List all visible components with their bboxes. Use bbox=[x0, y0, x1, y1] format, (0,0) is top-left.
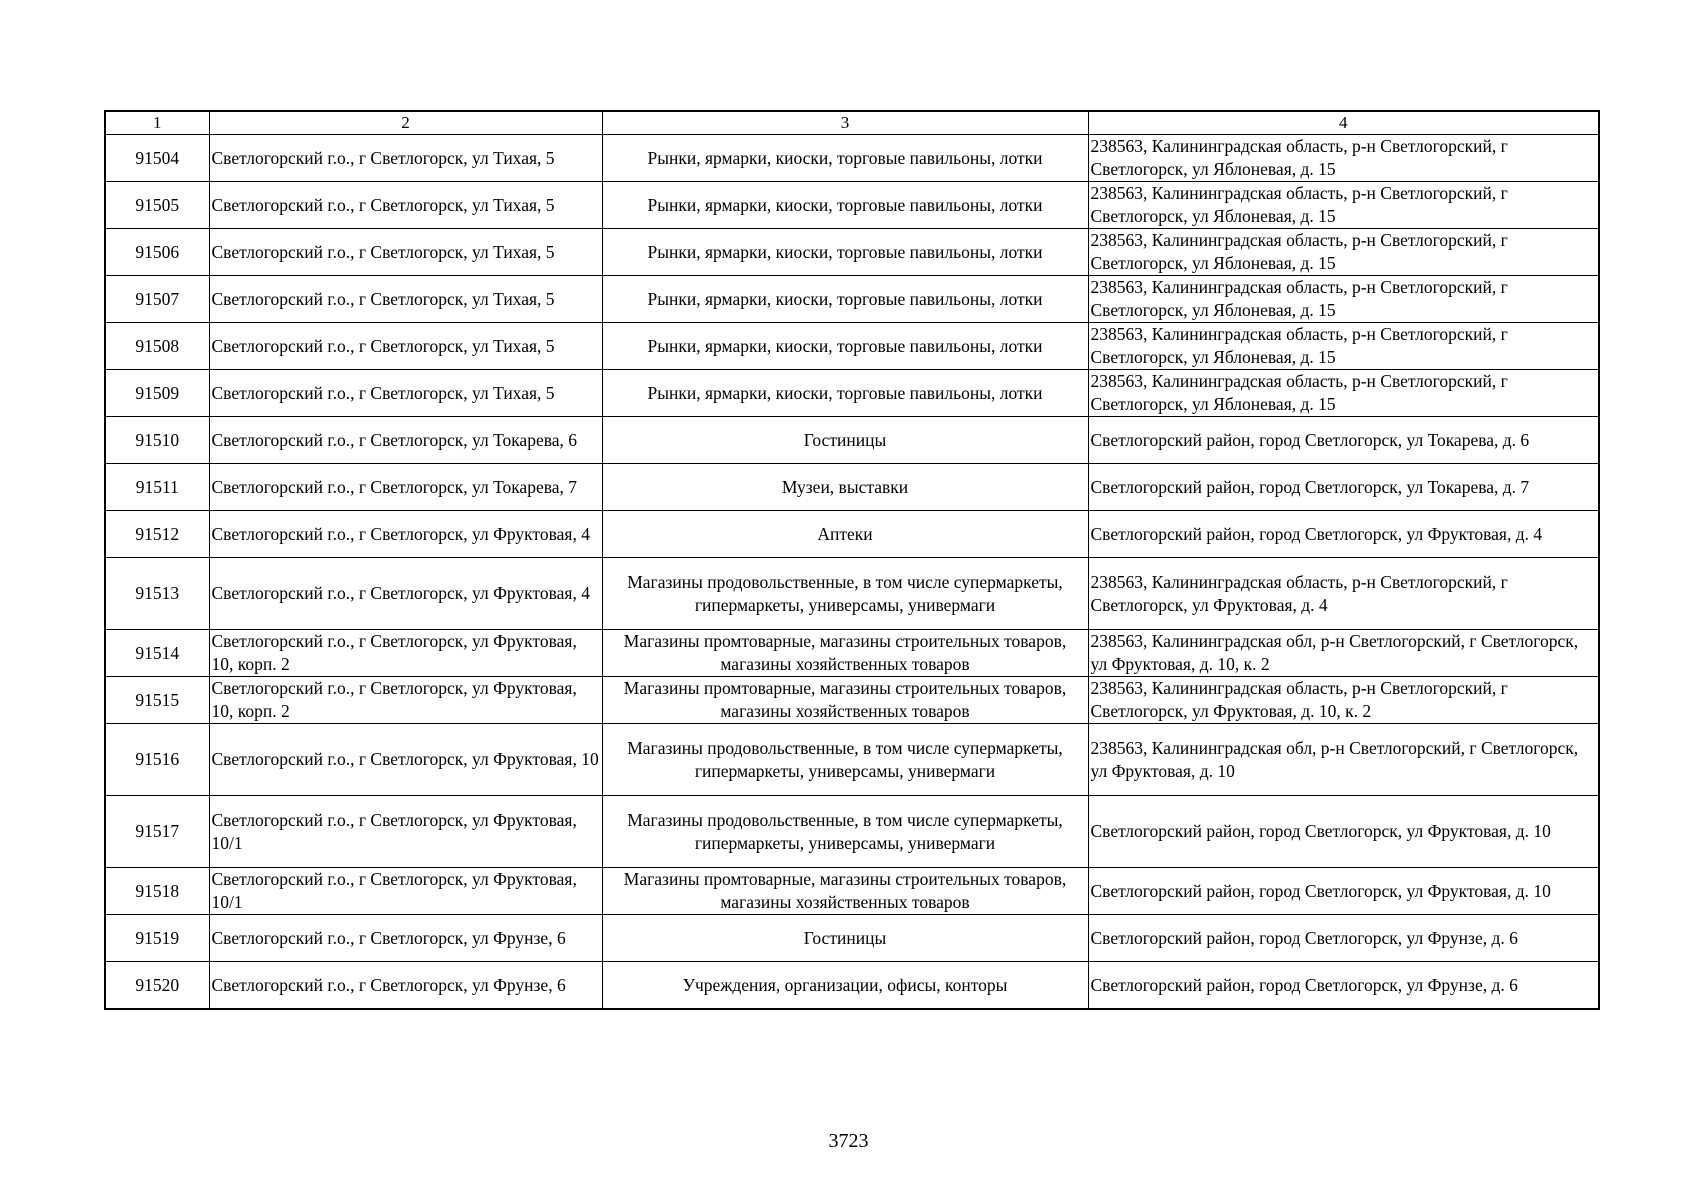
row-number-cell: 91504 bbox=[105, 135, 209, 182]
header-row bbox=[105, 111, 1599, 135]
table-row bbox=[105, 276, 1599, 323]
object-address-cell: Светлогорский г.о., г Светлогорск, ул Тихая, 5 bbox=[209, 135, 602, 182]
row-number-cell: 91515 bbox=[105, 677, 209, 724]
row-number-cell: 91519 bbox=[105, 915, 209, 962]
object-address-cell: Светлогорский г.о., г Светлогорск, ул Тихая, 5 bbox=[209, 229, 602, 276]
object-type-cell: Рынки, ярмарки, киоски, торговые павильоны, лотки bbox=[602, 135, 1088, 182]
object-type-cell: Рынки, ярмарки, киоски, торговые павильоны, лотки bbox=[602, 229, 1088, 276]
page-number: 3723 bbox=[828, 1130, 869, 1152]
location-cell: 238563, Калининградская область, р-н Светлогорский, г Светлогорск, ул Яблоневая, д. 15 bbox=[1088, 323, 1599, 370]
table-row bbox=[105, 558, 1599, 630]
registry-table bbox=[104, 110, 1600, 1010]
column-header-4: 4 bbox=[1088, 111, 1599, 135]
column-header-2: 2 bbox=[209, 111, 602, 135]
object-address-cell: Светлогорский г.о., г Светлогорск, ул Фруктовая, 10/1 bbox=[209, 868, 602, 915]
row-number-cell: 91517 bbox=[105, 796, 209, 868]
object-type-cell: Рынки, ярмарки, киоски, торговые павильоны, лотки bbox=[602, 370, 1088, 417]
table-row bbox=[105, 796, 1599, 868]
table-row bbox=[105, 135, 1599, 182]
object-type-cell: Магазины продовольственные, в том числе супермаркеты, гипермаркеты, универсамы, универмаги bbox=[602, 558, 1088, 630]
object-type-cell: Музеи, выставки bbox=[602, 464, 1088, 511]
column-header-3: 3 bbox=[602, 111, 1088, 135]
table-row bbox=[105, 868, 1599, 915]
object-address-cell: Светлогорский г.о., г Светлогорск, ул Фруктовая, 10 bbox=[209, 724, 602, 796]
table-row bbox=[105, 229, 1599, 276]
row-number-cell: 91514 bbox=[105, 630, 209, 677]
table-row bbox=[105, 464, 1599, 511]
location-cell: 238563, Калининградская область, р-н Светлогорский, г Светлогорск, ул Фруктовая, д. 4 bbox=[1088, 558, 1599, 630]
object-address-cell: Светлогорский г.о., г Светлогорск, ул Фрунзе, 6 bbox=[209, 962, 602, 1010]
location-cell: Светлогорский район, город Светлогорск, ул Токарева, д. 7 bbox=[1088, 464, 1599, 511]
location-cell: 238563, Калининградская область, р-н Светлогорский, г Светлогорск, ул Яблоневая, д. 15 bbox=[1088, 370, 1599, 417]
object-address-cell: Светлогорский г.о., г Светлогорск, ул Тихая, 5 bbox=[209, 182, 602, 229]
object-type-cell: Гостиницы bbox=[602, 417, 1088, 464]
object-address-cell: Светлогорский г.о., г Светлогорск, ул Фруктовая, 4 bbox=[209, 511, 602, 558]
object-address-cell: Светлогорский г.о., г Светлогорск, ул Тихая, 5 bbox=[209, 276, 602, 323]
object-type-cell: Рынки, ярмарки, киоски, торговые павильоны, лотки bbox=[602, 276, 1088, 323]
object-address-cell: Светлогорский г.о., г Светлогорск, ул Фруктовая, 10/1 bbox=[209, 796, 602, 868]
object-type-cell: Магазины промтоварные, магазины строительных товаров, магазины хозяйственных товаров bbox=[602, 630, 1088, 677]
object-address-cell: Светлогорский г.о., г Светлогорск, ул Фруктовая, 4 bbox=[209, 558, 602, 630]
object-type-cell: Магазины продовольственные, в том числе супермаркеты, гипермаркеты, универсамы, универмаги bbox=[602, 724, 1088, 796]
location-cell: 238563, Калининградская обл, р-н Светлогорский, г Светлогорск, ул Фруктовая, д. 10, к. 2 bbox=[1088, 630, 1599, 677]
object-address-cell: Светлогорский г.о., г Светлогорск, ул Фруктовая, 10, корп. 2 bbox=[209, 630, 602, 677]
object-address-cell: Светлогорский г.о., г Светлогорск, ул Тихая, 5 bbox=[209, 323, 602, 370]
column-header-1: 1 bbox=[105, 111, 209, 135]
table-row bbox=[105, 182, 1599, 229]
row-number-cell: 91507 bbox=[105, 276, 209, 323]
row-number-cell: 91516 bbox=[105, 724, 209, 796]
table-body bbox=[105, 135, 1599, 1010]
location-cell: Светлогорский район, город Светлогорск, ул Токарева, д. 6 bbox=[1088, 417, 1599, 464]
object-type-cell: Гостиницы bbox=[602, 915, 1088, 962]
table-row bbox=[105, 630, 1599, 677]
location-cell: 238563, Калининградская область, р-н Светлогорский, г Светлогорск, ул Фруктовая, д. 10, к. 2 bbox=[1088, 677, 1599, 724]
table-row bbox=[105, 915, 1599, 962]
object-address-cell: Светлогорский г.о., г Светлогорск, ул Токарева, 6 bbox=[209, 417, 602, 464]
row-number-cell: 91518 bbox=[105, 868, 209, 915]
object-type-cell: Рынки, ярмарки, киоски, торговые павильоны, лотки bbox=[602, 323, 1088, 370]
table-row bbox=[105, 370, 1599, 417]
row-number-cell: 91509 bbox=[105, 370, 209, 417]
object-type-cell: Рынки, ярмарки, киоски, торговые павильоны, лотки bbox=[602, 182, 1088, 229]
object-type-cell: Аптеки bbox=[602, 511, 1088, 558]
location-cell: Светлогорский район, город Светлогорск, ул Фрунзе, д. 6 bbox=[1088, 915, 1599, 962]
object-address-cell: Светлогорский г.о., г Светлогорск, ул Фруктовая, 10, корп. 2 bbox=[209, 677, 602, 724]
location-cell: Светлогорский район, город Светлогорск, ул Фруктовая, д. 10 bbox=[1088, 796, 1599, 868]
location-cell: 238563, Калининградская область, р-н Светлогорский, г Светлогорск, ул Яблоневая, д. 15 bbox=[1088, 135, 1599, 182]
row-number-cell: 91520 bbox=[105, 962, 209, 1010]
location-cell: Светлогорский район, город Светлогорск, ул Фруктовая, д. 10 bbox=[1088, 868, 1599, 915]
object-type-cell: Магазины промтоварные, магазины строительных товаров, магазины хозяйственных товаров bbox=[602, 868, 1088, 915]
table-row bbox=[105, 323, 1599, 370]
row-number-cell: 91511 bbox=[105, 464, 209, 511]
object-type-cell: Магазины продовольственные, в том числе супермаркеты, гипермаркеты, универсамы, универмаги bbox=[602, 796, 1088, 868]
row-number-cell: 91506 bbox=[105, 229, 209, 276]
location-cell: Светлогорский район, город Светлогорск, ул Фрунзе, д. 6 bbox=[1088, 962, 1599, 1010]
table-row bbox=[105, 724, 1599, 796]
row-number-cell: 91508 bbox=[105, 323, 209, 370]
object-type-cell: Учреждения, организации, офисы, конторы bbox=[602, 962, 1088, 1010]
location-cell: 238563, Калининградская обл, р-н Светлогорский, г Светлогорск, ул Фруктовая, д. 10 bbox=[1088, 724, 1599, 796]
row-number-cell: 91510 bbox=[105, 417, 209, 464]
object-address-cell: Светлогорский г.о., г Светлогорск, ул Фрунзе, 6 bbox=[209, 915, 602, 962]
object-address-cell: Светлогорский г.о., г Светлогорск, ул Токарева, 7 bbox=[209, 464, 602, 511]
row-number-cell: 91505 bbox=[105, 182, 209, 229]
table-row bbox=[105, 677, 1599, 724]
location-cell: 238563, Калининградская область, р-н Светлогорский, г Светлогорск, ул Яблоневая, д. 15 bbox=[1088, 276, 1599, 323]
location-cell: 238563, Калининградская область, р-н Светлогорский, г Светлогорск, ул Яблоневая, д. 15 bbox=[1088, 229, 1599, 276]
object-address-cell: Светлогорский г.о., г Светлогорск, ул Тихая, 5 bbox=[209, 370, 602, 417]
row-number-cell: 91513 bbox=[105, 558, 209, 630]
table-row bbox=[105, 417, 1599, 464]
table-row bbox=[105, 511, 1599, 558]
row-number-cell: 91512 bbox=[105, 511, 209, 558]
table-row bbox=[105, 962, 1599, 1010]
object-type-cell: Магазины промтоварные, магазины строительных товаров, магазины хозяйственных товаров bbox=[602, 677, 1088, 724]
location-cell: Светлогорский район, город Светлогорск, ул Фруктовая, д. 4 bbox=[1088, 511, 1599, 558]
location-cell: 238563, Калининградская область, р-н Светлогорский, г Светлогорск, ул Яблоневая, д. 15 bbox=[1088, 182, 1599, 229]
